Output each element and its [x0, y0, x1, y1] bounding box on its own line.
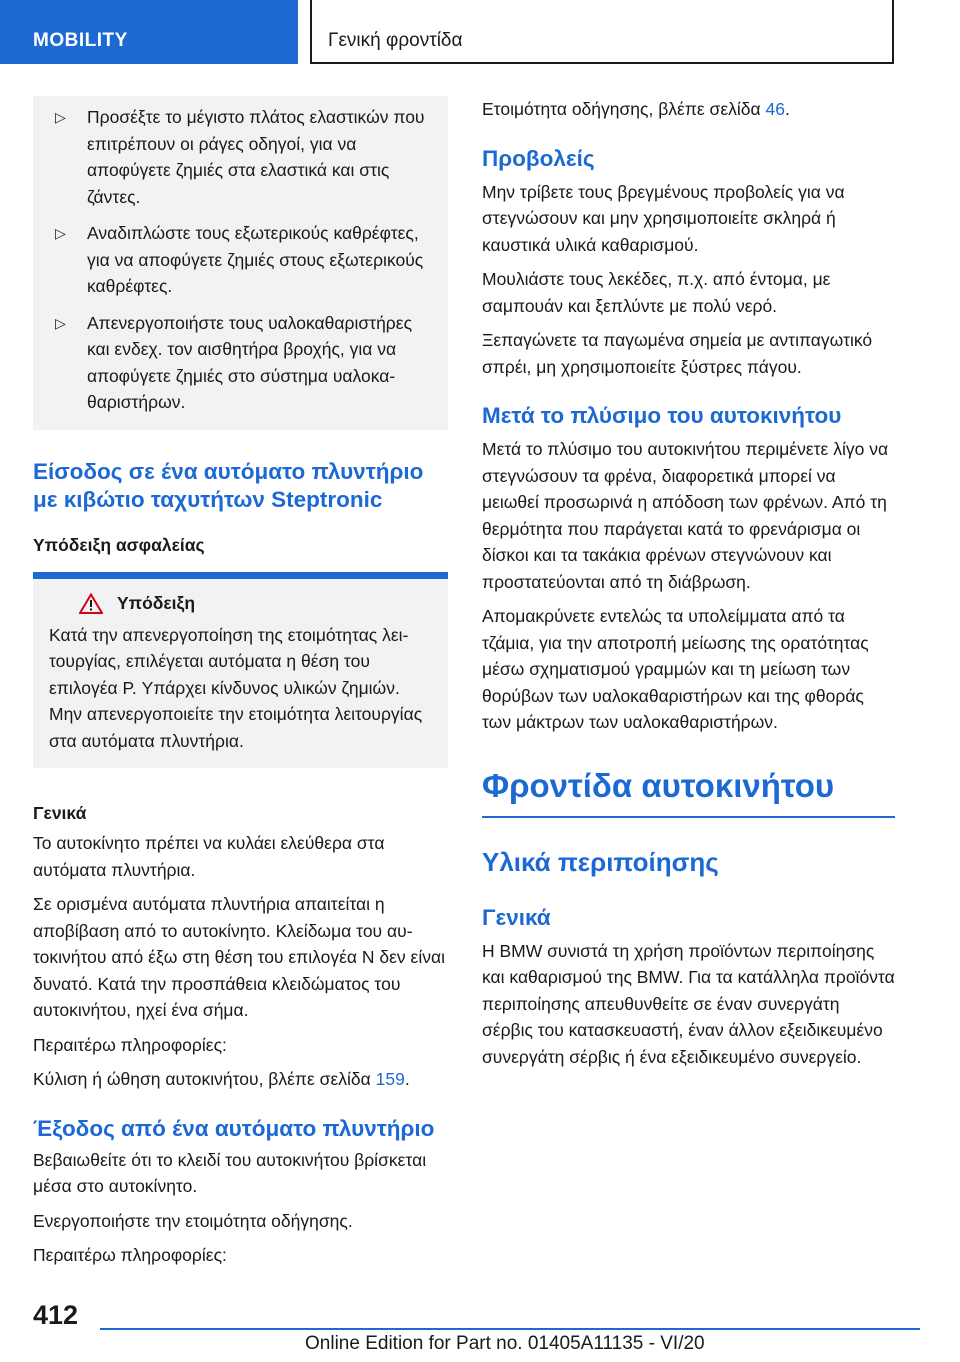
warning-triangle-icon [79, 593, 103, 614]
warning-box [33, 572, 448, 769]
paragraph: Μουλιάστε τους λεκέδες, π.χ. από έντομα, με σαμπουάν και ξεπλύντε με πολύ νερό. [482, 269, 831, 316]
paragraph: Περαιτέρω πληροφορίες: [33, 1245, 227, 1265]
chapter-tab [310, 0, 894, 64]
list-item-text: Αναδιπλώστε τους εξωτερικούς καθρέφτες, για να αποφύγετε ζημιές στους εξωτερικούς καθρέφτες. [87, 223, 424, 296]
list-item [49, 104, 432, 210]
list-item [49, 310, 432, 416]
heading-headlights: Προβολείς [482, 145, 595, 171]
section-tab [0, 0, 298, 64]
heading-carwash-entry: Είσοδος σε ένα αυτόματο πλυντήριο με κιβώτιο ταχυτήτων Steptronic [33, 458, 424, 512]
section-title: MOBILITY [33, 30, 128, 51]
bullet-box [33, 96, 448, 430]
paragraph: Ξεπαγώνετε τα παγωμένα σημεία με αντιπαγωτικό σπρέι, μη χρησιμοποιείτε ξύστρες πάγου. [482, 330, 873, 377]
list-item-text: Προσέξτε το μέγιστο πλάτος ελαστικών που επιτρέπουν οι ράγες οδηγοί, για να αποφύγετε ζημιές στα ελαστικά και στις ζάντες. [87, 107, 425, 207]
paragraph: Μην τρίβετε τους βρεγμένους προβολείς για να στεγνώσουν και μην χρησιμοποιείτε σκληρά ή καυστικά υλικά καθαρισμού. [482, 181, 845, 255]
list-item-text: Απενεργοποιήστε τους υαλοκαθαριστήρες και ενδεχ. τον αισθητήρα βροχής, για να αποφύγετε ζημιές στο σύστημα υαλοκαθαριστήρων. [87, 312, 412, 412]
warning-title: Υπόδειξη [117, 592, 196, 613]
page-number: 412 [33, 1300, 79, 1330]
edition-footer: Online Edition for Part no. 01405A11135 - VI/20 [305, 1333, 705, 1354]
left-column [33, 96, 448, 1277]
paragraph: Μετά το πλύσιμο του αυτοκινήτου περιμένετε λίγο να στεγνώσουν τα φρένα, διαφορετικά μπορεί να μειωθεί προσωρινά η απόδοση των φρένων. Από τη θερμότητα που παράγεται κατά το φρενάρισμα οι δίσκοι και τα τακάκια φρένων στεγνώνουν και προστατεύονται από τη διάβρωση. [482, 439, 889, 592]
heading-care-products: Υλικά περιποίησης [482, 846, 719, 877]
page-link-46[interactable]: 46 [765, 99, 785, 119]
paragraph-with-link: Ετοιμότητα οδήγησης, βλέπε σελίδα 46. [482, 99, 790, 119]
triangle-bullet-icon: ▷ [55, 109, 66, 125]
paragraph: Περαιτέρω πληροφορίες: [33, 1034, 227, 1055]
heading-after-washing: Μετά το πλύσιμο του αυτοκινήτου [482, 403, 842, 428]
warning-text: Κατά την απενεργοποίηση της ετοιμότητας λειτουργίας, επιλέγεται αυτόματα η θέση του επιλογέα P. Υπάρχει κίνδυνος υλικών ζημιών. Μην απενεργοποιείτε την ετοιμότητα λειτουργίας στα αυτόματα πλυντήρια. [49, 624, 423, 751]
paragraph: Η BMW συνιστά τη χρήση προϊόντων περιποίησης και καθαρισμού της BMW. Για τα κατάλληλα προϊόντα περιποίησης απευθυνθείτε σε έναν συνεργάτη σέρβις του κατασκευαστή, έναν άλλον εξειδικευμένο συνεργάτη σέρβις ή ένα εξειδικευμένο συνεργείο. [482, 940, 895, 1067]
paragraph: Βεβαιωθείτε ότι το κλειδί του αυτοκινήτου βρίσκεται μέσα στο αυτοκίνητο. [33, 1149, 427, 1196]
triangle-bullet-icon: ▷ [55, 314, 66, 331]
list-item [49, 220, 432, 300]
right-column [482, 96, 895, 1078]
heading-vehicle-care: Φροντίδα αυτοκινήτου [482, 766, 895, 818]
paragraph-with-link: Κύλιση ή ώθηση αυτοκινήτου, βλέπε σελίδα 159. [33, 1069, 410, 1089]
heading-general-right: Γενικά [482, 904, 551, 930]
paragraph: Ενεργοποιήστε την ετοιμότητα οδήγησης. [33, 1210, 353, 1231]
heading-carwash-exit: Έξοδος από ένα αυτόματο πλυντήριο [33, 1115, 435, 1141]
page-link-159[interactable]: 159 [375, 1069, 405, 1089]
triangle-bullet-icon: ▷ [55, 225, 66, 241]
chapter-title: Γενική φροντίδα [328, 30, 463, 51]
paragraph: Σε ορισμένα αυτόματα πλυντήρια απαιτείται η αποβίβαση από το αυτοκίνητο. Κλείδωμα του αυτοκινήτου από έξω στη θέση του επιλογέα N δεν είναι δυνατό. Κατά την προσπάθεια κλειδώματος του αυτοκινήτου, ηχεί ένα σήμα. [33, 894, 445, 1020]
footer-divider [100, 1328, 920, 1330]
heading-safety-note: Υπόδειξη ασφαλείας [33, 534, 205, 555]
paragraph: Το αυτοκίνητο πρέπει να κυλάει ελεύθερα στα αυτόματα πλυντήρια. [33, 833, 385, 880]
heading-general: Γενικά [33, 803, 87, 823]
paragraph: Απομακρύνετε εντελώς τα υπολείμματα από τα τζάμια, για την αποτροπή μείωσης της ορατότητας μέσω σχηματισμού γραμμών και τη μείωση των θορύβων των υαλοκαθαριστήρων και της φθοράς των μάκτρων των υαλοκαθαριστήρων. [482, 606, 869, 732]
